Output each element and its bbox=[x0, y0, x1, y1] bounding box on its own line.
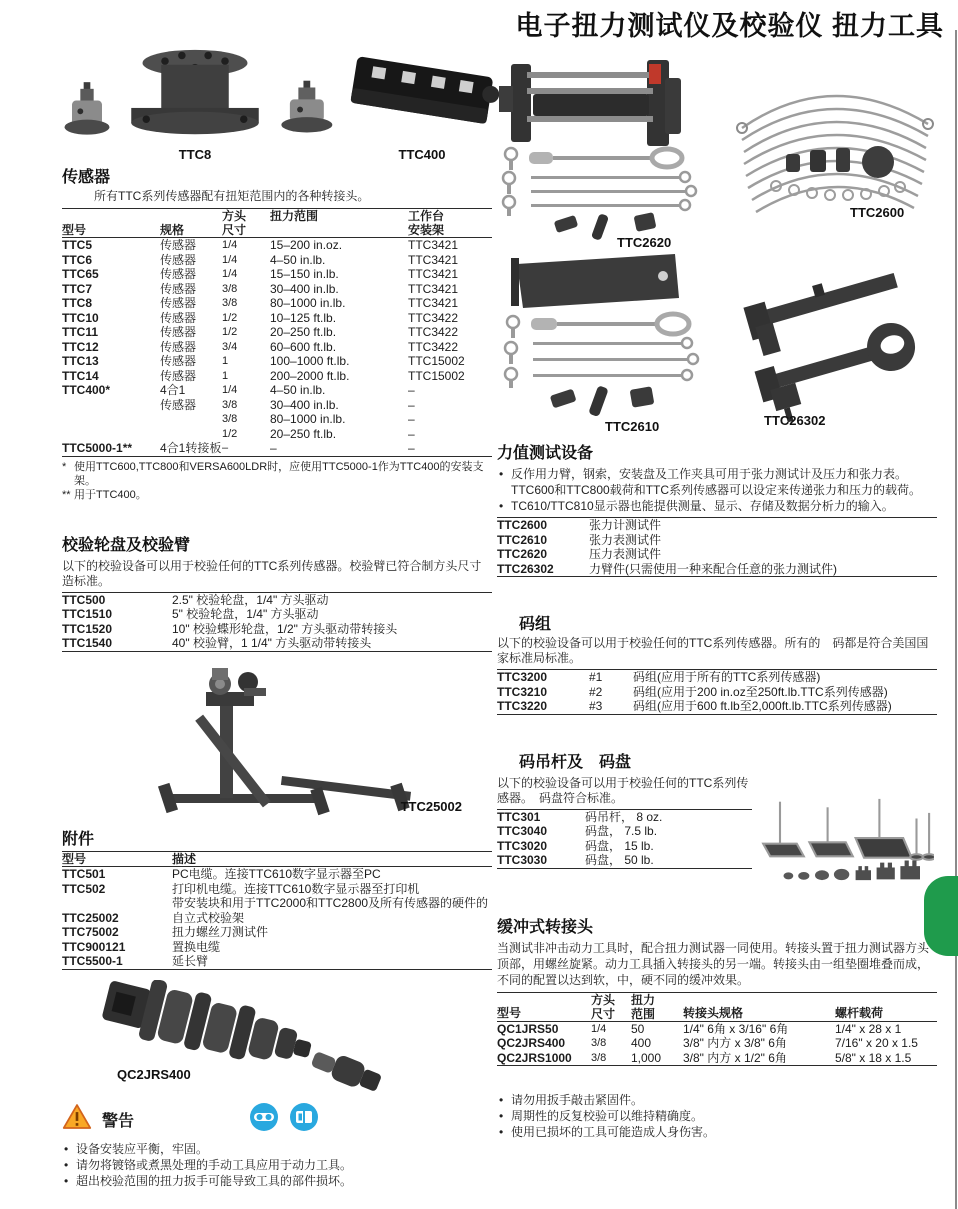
accessories-table bbox=[62, 851, 492, 970]
sensor-row: TTC11 传感器 1/2 20–250 ft.lb. TTC3422 bbox=[62, 325, 459, 339]
accessory-row: TTC501 PC电缆。连接TTC610数字显示器至PC bbox=[62, 867, 381, 881]
ttc26302-image bbox=[722, 246, 937, 436]
cushion-header-row bbox=[497, 992, 937, 1021]
hanger-row: TTC3040 码盘， 7.5 lb. bbox=[497, 824, 658, 838]
qc2jrs400-label: QC2JRS400 bbox=[117, 1066, 191, 1082]
ttc8-label: TTC8 bbox=[178, 147, 212, 162]
sensor-row: TTC5 传感器 1/4 15–200 in.oz. TTC3421 bbox=[62, 238, 459, 252]
sensor-row: TTC7 传感器 3/8 30–400 in.lb. TTC3421 bbox=[62, 281, 459, 296]
ttc25002-label: TTC25002 bbox=[400, 798, 462, 814]
accessory-row: TTC5500-1 延长臂 bbox=[62, 954, 209, 968]
sensor-products-row bbox=[62, 58, 492, 162]
weight-set-row: TTC3200 #1 码组(应用于所有的TTC系列传感器) bbox=[497, 670, 821, 684]
footnote: * 使用TTC600,TTC800和VERSA600LDR时，应使用TTC5000-1作为TTC400的安装支架。 bbox=[62, 460, 484, 487]
warning-triangle-icon bbox=[62, 1103, 92, 1135]
ttc2610-label: TTC2610 bbox=[605, 419, 660, 434]
weight-sets-table bbox=[497, 669, 937, 715]
sensor-row: TTC5000-1** 4合1转接板 – – – bbox=[62, 441, 415, 455]
cushion-row: QC1JRS50 1/4 50 1/4" 6角 x 3/16" 6角 1/4" x 28 x 1 bbox=[497, 1021, 902, 1036]
col-drive: 方头 尺寸 bbox=[591, 992, 631, 1021]
weight-sets-heading: 码组 bbox=[519, 616, 552, 633]
page-title: 电子扭力测试仪及校验仪 扭力工具 bbox=[515, 11, 944, 41]
ttc2620-image bbox=[497, 58, 732, 250]
col-spec: 转接头规格 bbox=[683, 992, 835, 1021]
force-row: TTC26302 力臂件(只需使用一种来配合任意的张力测试件) bbox=[497, 561, 837, 576]
sensor-row: TTC6 传感器 1/4 4–50 in.lb. TTC3421 bbox=[62, 252, 459, 267]
force-bullets bbox=[497, 466, 937, 514]
footnote: ** 用于TTC400。 bbox=[62, 488, 147, 501]
force-table bbox=[497, 517, 937, 577]
cushion-heading: 缓冲式转接头 bbox=[497, 918, 594, 936]
warning-heading: 警告 bbox=[102, 1112, 135, 1130]
ttc-small-sensor-2-image bbox=[278, 77, 334, 142]
warning-bullet: • 超出校验范围的扭力扳手可能导致工具的部件损坏。 bbox=[62, 1173, 492, 1189]
col-drive: 方头 尺寸 bbox=[222, 209, 270, 238]
weight-pans-image bbox=[759, 793, 934, 898]
col-screw: 螺杆载荷 bbox=[835, 992, 937, 1021]
hangers-desc: 以下的校验设备可以用于校验任何的TTC系列传感器。 码盘符合标准。 bbox=[497, 775, 749, 805]
sensor-row: TTC10 传感器 1/2 10–125 ft.lb. TTC3422 bbox=[62, 310, 459, 325]
warning-bullet: • 请勿将镀铬或煮黑处理的手动工具应用于动力工具。 bbox=[62, 1157, 492, 1173]
sensor-row: 传感器 3/8 30–400 in.lb. – bbox=[160, 397, 415, 412]
col-spec: 规格 bbox=[160, 209, 222, 238]
warning-bullets bbox=[62, 1141, 492, 1189]
ttc2600-image bbox=[732, 58, 937, 246]
col-model: 型号 bbox=[497, 992, 591, 1021]
force-heading: 力值测试设备 bbox=[497, 445, 594, 462]
ttc26302-label: TTC26302 bbox=[764, 413, 826, 428]
cushion-bullet: • 周期性的反复校验可以维持精确度。 bbox=[497, 1108, 937, 1124]
hanger-row: TTC301 码吊杆， 8 oz. bbox=[497, 809, 663, 824]
accessory-row: TTC900121 置换电缆 bbox=[62, 939, 221, 954]
ttc2600-label: TTC2600 bbox=[850, 205, 905, 220]
warning-header bbox=[62, 1102, 492, 1137]
ttc2610-image bbox=[497, 246, 722, 436]
cushion-bullet: • 使用已损坏的工具可能造成人身伤害。 bbox=[497, 1124, 937, 1140]
wheel-row: TTC500 2.5" 校验轮盘，1/4" 方头驱动 bbox=[62, 592, 329, 607]
sensors-heading: 传感器 bbox=[62, 169, 111, 186]
sensors-footnotes bbox=[62, 460, 492, 502]
sensors-header-row bbox=[62, 209, 492, 238]
sensor-row: TTC14 传感器 1 200–2000 ft.lb. TTC15002 bbox=[62, 368, 465, 383]
ttc400-image bbox=[342, 42, 502, 162]
col-model: 型号 bbox=[62, 209, 160, 238]
cushion-bullet: • 请勿用扳手敲击紧固件。 bbox=[497, 1092, 937, 1108]
wheels-heading: 校验轮盘及校验臂 bbox=[62, 536, 191, 554]
wheels-table bbox=[62, 592, 492, 652]
qc2jrs400-image bbox=[72, 980, 402, 1100]
weight-set-row: TTC3220 #3 码组(应用于600 ft.lb至2,000ft.lb.TTC系列传感器) bbox=[497, 699, 892, 713]
sensor-row: 1/2 20–250 ft.lb. – bbox=[222, 426, 415, 441]
hangers-table bbox=[497, 809, 752, 869]
sensor-row: TTC400* 4合1 1/4 4–50 in.lb. – bbox=[62, 383, 415, 397]
sensors-intro: 所有TTC系列传感器配有扭矩范围内的各种转接头。 bbox=[94, 189, 370, 203]
col-desc: 描述 bbox=[172, 851, 492, 867]
wheel-row: TTC1520 10" 校验蝶形轮盘，1/2" 方头驱动带转接头 bbox=[62, 621, 398, 636]
page-edge-line bbox=[955, 30, 957, 1209]
force-row: TTC2600 张力计测试件 bbox=[497, 518, 662, 532]
ttc-small-sensor-image bbox=[62, 77, 112, 144]
cushion-desc: 当测试非冲击动力工具时，配合扭力测试器一同使用。转接头置于扭力测试器方头顶部，用螺丝旋紧。动力工具插入转接头的另一端。转接头由一组垫圈堆叠而成，不同的配置以达到软，中，硬不同的缓冲效果。 bbox=[497, 940, 930, 987]
sensor-row: TTC65 传感器 1/4 15–150 in.lb. TTC3421 bbox=[62, 267, 459, 281]
hanger-row: TTC3030 码盘， 50 lb. bbox=[497, 853, 654, 867]
safety-goggles-icon bbox=[249, 1102, 279, 1137]
cushion-bullets bbox=[497, 1092, 937, 1140]
hanger-row: TTC3020 码盘， 15 lb. bbox=[497, 838, 654, 853]
accessory-row: TTC75002 扭力螺丝刀测试件 bbox=[62, 925, 269, 939]
sensor-row: TTC13 传感器 1 100–1000 ft.lb. TTC15002 bbox=[62, 354, 465, 368]
sensor-row: TTC8 传感器 3/8 80–1000 in.lb. TTC3421 bbox=[62, 296, 459, 310]
ttc2620-label: TTC2620 bbox=[617, 235, 672, 250]
accessory-row: TTC502 打印机电缆。连接TTC610数字显示器至打印机 bbox=[62, 881, 420, 896]
accessories-header-row bbox=[62, 851, 492, 867]
read-manual-icon bbox=[289, 1102, 319, 1137]
force-bullet: • 反作用力臂，钢索，安装盘及工作夹具可用于张力测试计及压力和张力表。TTC600和TTC800载荷和TTC系列传感器可以设定来传递张力和压力的载荷。 bbox=[497, 466, 937, 498]
weight-sets-desc: 以下的校验设备可以用于校验任何的TTC系列传感器。所有的 码都是符合美国国家标准局标准。 bbox=[497, 636, 929, 665]
cushion-table bbox=[497, 992, 937, 1067]
accessory-row: TTC25002 带安装块和用于TTC2000和TTC2800及所有传感器的硬件的自立式校验架 bbox=[62, 896, 489, 925]
weight-set-row: TTC3210 #2 码组(应用于200 in.oz至250ft.lb.TTC系列传感器) bbox=[497, 684, 888, 699]
hangers-heading: 码吊杆及 码盘 bbox=[519, 753, 632, 771]
ttc400-label: TTC400 bbox=[398, 147, 446, 162]
wheel-row: TTC1510 5" 校验轮盘，1/4" 方头驱动 bbox=[62, 607, 319, 621]
wheels-desc: 以下的校验设备可以用于校验任何的TTC系列传感器。校验臂已符合制方头尺寸造标准。 bbox=[62, 558, 482, 588]
sensor-row: TTC12 传感器 3/4 60–600 ft.lb. TTC3422 bbox=[62, 339, 459, 354]
col-range: 扭力范围 bbox=[270, 209, 408, 238]
col-range: 扭力 范围 bbox=[631, 992, 683, 1021]
force-row: TTC2620 压力表测试件 bbox=[497, 547, 662, 561]
ttc8-image bbox=[120, 42, 270, 162]
sensors-table bbox=[62, 208, 492, 457]
cushion-row: QC2JRS1000 3/8 1,000 3/8" 内方 x 1/2" 6角 5/8" x 18 x 1.5 bbox=[497, 1050, 912, 1065]
col-mount: 工作台 安装架 bbox=[408, 209, 492, 238]
wheel-row: TTC1540 40" 校验臂，1 1/4" 方头驱动带转接头 bbox=[62, 636, 372, 650]
warning-bullet: • 设备安装应平衡，牢固。 bbox=[62, 1141, 492, 1157]
cushion-row: QC2JRS400 3/8 400 3/8" 内方 x 3/8" 6角 7/16" x 20 x 1.5 bbox=[497, 1036, 918, 1050]
force-row: TTC2610 张力表测试件 bbox=[497, 532, 662, 547]
col-model: 型号 bbox=[62, 851, 172, 867]
accessories-heading: 附件 bbox=[62, 830, 95, 848]
force-bullet: • TC610/TTC810显示器也能提供测量、显示、存储及数据分析力的输入。 bbox=[497, 498, 937, 514]
ttc25002-image bbox=[132, 666, 462, 818]
sensor-row: 3/8 80–1000 in.lb. – bbox=[222, 412, 415, 426]
